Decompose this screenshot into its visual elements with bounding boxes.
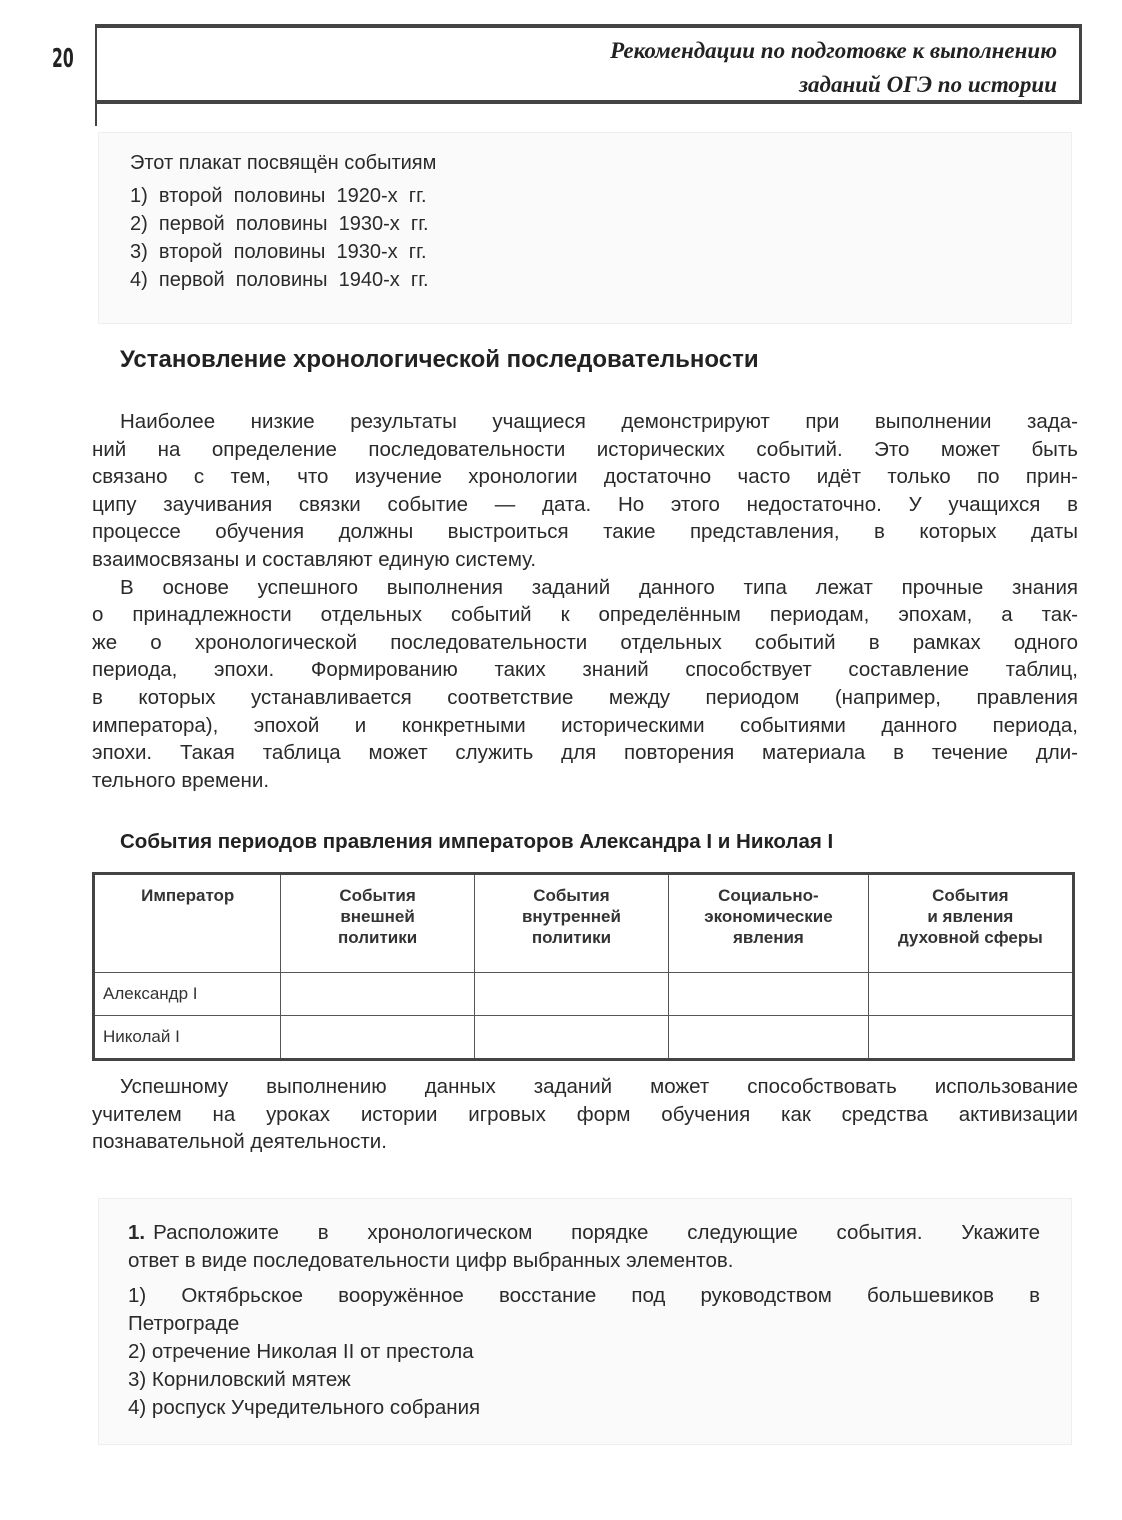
task-item: 1) Октябрьское вооружённое восстание под руководством большевиков в: [128, 1284, 1040, 1307]
header-line: экономические: [704, 907, 833, 926]
header-line: политики: [531, 928, 612, 947]
paragraph-line: же о хронологической последовательности отдельных событий в рамках одного: [92, 630, 1078, 654]
page-number: 20: [52, 44, 74, 74]
column-header: [94, 874, 281, 973]
column-header: [868, 874, 1073, 973]
header-line: явления: [733, 928, 804, 947]
table-cell: [868, 973, 1073, 1016]
table-cell: [281, 973, 474, 1016]
column-header: [474, 874, 668, 973]
task-item: 2) отречение Николая II от престола: [128, 1340, 474, 1363]
question-stem: Этот плакат посвящён событиям: [130, 152, 437, 174]
header-line: и явления: [927, 907, 1014, 926]
header-divider: [95, 96, 97, 126]
task-instruction-line: ответ в виде последовательности цифр выбранных элементов.: [128, 1249, 734, 1272]
header-line: политики: [337, 928, 418, 947]
header-title-line: Рекомендации по подготовке к выполнению: [610, 38, 1057, 63]
task-number: 1.: [128, 1221, 146, 1244]
paragraph-line: В основе успешного выполнения заданий данного типа лежат прочные знания: [120, 575, 1078, 599]
table-cell: Александр I: [94, 973, 281, 1016]
paragraph-line: в которых устанавливается соответствие между периодом (например, правления: [92, 685, 1078, 709]
paragraph-line: учителем на уроках истории игровых форм обучения как средства активизации: [92, 1102, 1078, 1126]
paragraph: [92, 1073, 1078, 1156]
answer-option: 2) первой половины 1930-х гг.: [130, 213, 429, 235]
table-cell: Николай I: [94, 1016, 281, 1060]
header-line: внутренней: [521, 907, 621, 926]
header-line: духовной сферы: [897, 928, 1043, 947]
paragraph-line: связано с тем, что изучение хронологии достаточно часто идёт только по прин-: [92, 465, 1078, 489]
header-line: внешней: [340, 907, 415, 926]
header-line: Император: [141, 886, 235, 905]
emperors-table: [92, 872, 1075, 1061]
table-cell: [474, 973, 668, 1016]
paragraph-line: о принадлежности отдельных событий к определённым периодам, эпохам, а так-: [92, 603, 1078, 627]
paragraph-line: императора), эпохой и конкретными историческими событиями данного периода,: [92, 713, 1078, 737]
paragraph-line: ний на определение последовательности исторических событий. Это может быть: [92, 437, 1078, 461]
paragraph-line: Успешному выполнению данных заданий может способствовать использование: [120, 1075, 1078, 1098]
table-header-row: [94, 874, 1074, 973]
section-heading: Установление хронологической последовательности: [120, 346, 759, 373]
header-line: События: [932, 886, 1009, 905]
task-item: 3) Корниловский мятеж: [128, 1368, 351, 1391]
header-line: События: [339, 886, 416, 905]
table-cell: [669, 1016, 869, 1060]
header-title-line: заданий ОГЭ по истории: [799, 72, 1057, 97]
table-cell: [281, 1016, 474, 1060]
paragraph-line: познавательной деятельности.: [92, 1130, 387, 1154]
header-line: События: [533, 886, 610, 905]
table-cell: [474, 1016, 668, 1060]
paragraph-line: процессе обучения должны выстроиться такие представления, в которых даты: [92, 520, 1078, 544]
table-row: [94, 973, 1074, 1016]
header-line: Социально-: [718, 886, 819, 905]
table-cell: [868, 1016, 1073, 1060]
paragraph-line: Наиболее низкие результаты учащиеся демонстрируют при выполнении зада-: [120, 410, 1078, 433]
column-header: [281, 874, 474, 973]
table-row: [94, 1016, 1074, 1060]
paragraph-line: взаимосвязаны и составляют единую систему.: [92, 547, 537, 571]
table-cell: [669, 973, 869, 1016]
column-header: [669, 874, 869, 973]
paragraph-line: эпохи. Такая таблица может служить для повторения материала в течение дли-: [92, 741, 1078, 765]
paragraph-line: периода, эпохи. Формированию таких знаний способствует составление таблиц,: [92, 658, 1078, 682]
paragraph-line: ципу заучивания связки событие — дата. Но этого недостаточно. У учащихся в: [92, 492, 1078, 516]
answer-option: 3) второй половины 1930-х гг.: [130, 241, 427, 263]
task-instruction-line: Расположите в хронологическом порядке следующие события. Укажите: [153, 1221, 1040, 1244]
table-title: События периодов правления императоров Александра I и Николая I: [120, 830, 834, 853]
answer-option: 4) первой половины 1940-х гг.: [130, 269, 429, 291]
answer-option: 1) второй половины 1920-х гг.: [130, 185, 427, 207]
running-header: [95, 24, 1082, 104]
task-instruction: [128, 1221, 1040, 1245]
task-item: 4) роспуск Учредительного собрания: [128, 1396, 481, 1419]
header-title: [610, 34, 1057, 102]
task-item: Петрограде: [128, 1312, 240, 1335]
paragraph: [92, 408, 1078, 794]
paragraph-line: тельного времени.: [92, 768, 270, 792]
